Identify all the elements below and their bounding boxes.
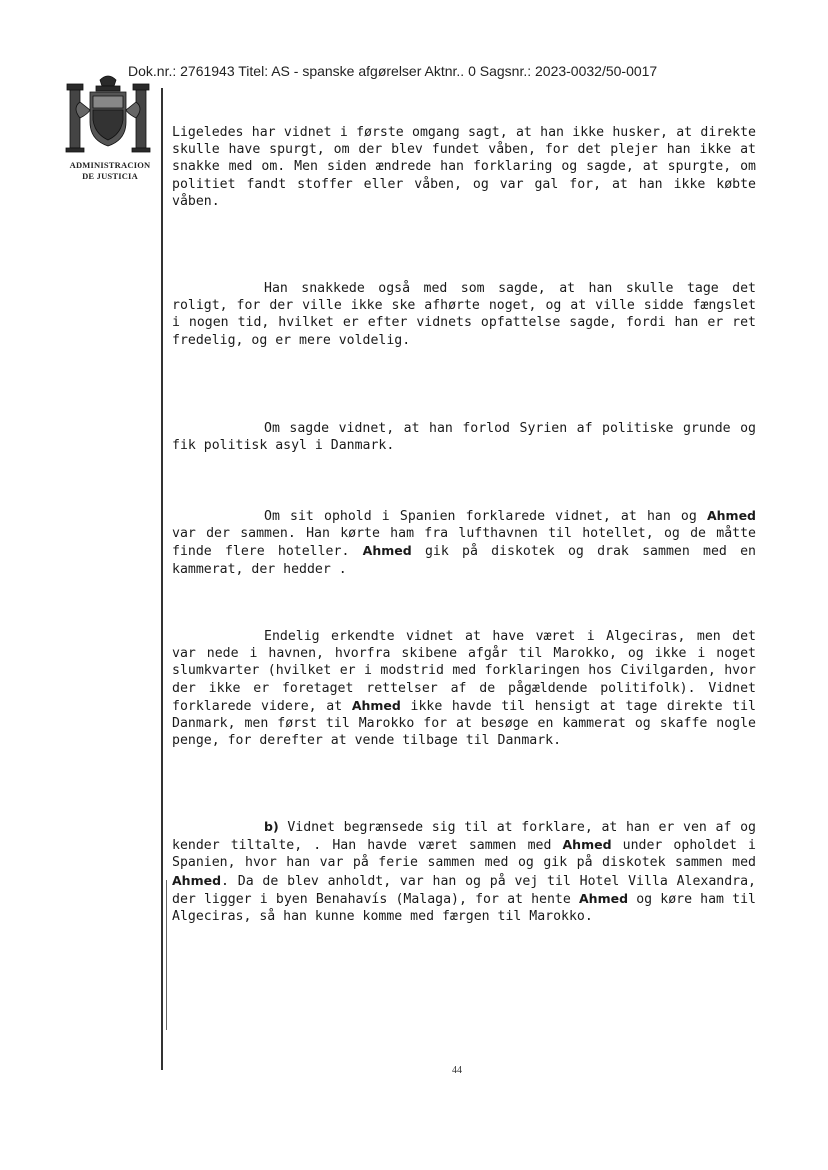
margin-rule-secondary	[166, 880, 167, 1030]
paragraph-1: Ligeledes har vidnet i første omgang sagt, at han ikke husker, at direkte skulle have spurgt, om der blev fundet våben, for det plejer han ikke at snakke med om. Men siden ændrede han forklaring og sagde, at spurgte, om politiet fandt stoffer eller våben, og var gal for, at han ikke købte våben.	[172, 125, 756, 209]
name-ahmed: Ahmed	[706, 508, 756, 523]
margin-rule	[161, 88, 163, 1070]
name-ahmed: Ahmed	[172, 872, 222, 888]
seal-label: ADMINISTRACION DE JUSTICIA	[69, 160, 151, 181]
name-ahmed: Ahmed	[351, 697, 401, 713]
page-number: 44	[452, 1065, 462, 1076]
document-header: Dok.nr.: 2761943 Titel: AS - spanske afgørelser Aktnr.. 0 Sagsnr.: 2023-0032/50-0017	[128, 63, 658, 79]
paragraph-4: Om sit ophold i Spanien forklarede vidnet, at han og Ahmed var der sammen. Han kørte ham fra lufthavnen til hotellet, og de måtte finde flere hoteller. Ahmed gik på diskotek og drak sammen med en kammerat, der hedder .	[172, 508, 756, 577]
paragraph-3: Om sagde vidnet, at han forlod Syrien af politiske grunde og fik politisk asyl i Danmark.	[172, 421, 756, 454]
name-ahmed: Ahmed	[562, 837, 612, 853]
paragraph-5: Endelig erkendte vidnet at have været i Algeciras, men det var nede i havnen, hvorfra skibene afgår til Marokko, og ikke i noget slumkvarter (hvilket er i modstrid med forklaringen hos Civilgarden, hvor der ikke er foretaget rettelser af de pågældende politifolk). Vidnet forklarede videre, at Ahmed ikke havde til hensigt at tage direkte til Danmark, men først til Marokko for at besøge en kammerat og skaffe nogle penge, for derefter at vende tilbage til Danmark.	[172, 629, 756, 749]
name-ahmed: Ahmed	[579, 890, 629, 906]
paragraph-2: Han snakkede også med som sagde, at han skulle tage det roligt, for der ville ikke ske afhørte noget, og at ville sidde fængslet i nogen tid, hvilket er efter vidnets opfattelse sagde, fordi han er ret fredelig, og er mere voldelig.	[172, 281, 756, 348]
paragraph-6: b) Vidnet begrænsede sig til at forklare, at han er ven af og kender tiltalte, . Han havde været sammen med Ahmed under opholdet i Spanien, hvor han var på ferie sammen med og gik på diskotek sammen med Ahmed. Da de blev anholdt, var han og på vej til Hotel Villa Alexandra, der ligger i byen Benahavís (Malaga), for at hente Ahmed og køre ham til Algeciras, så han kunne komme med færgen til Marokko.	[172, 819, 756, 925]
name-ahmed: Ahmed	[362, 543, 412, 559]
section-label: b)	[264, 819, 279, 834]
